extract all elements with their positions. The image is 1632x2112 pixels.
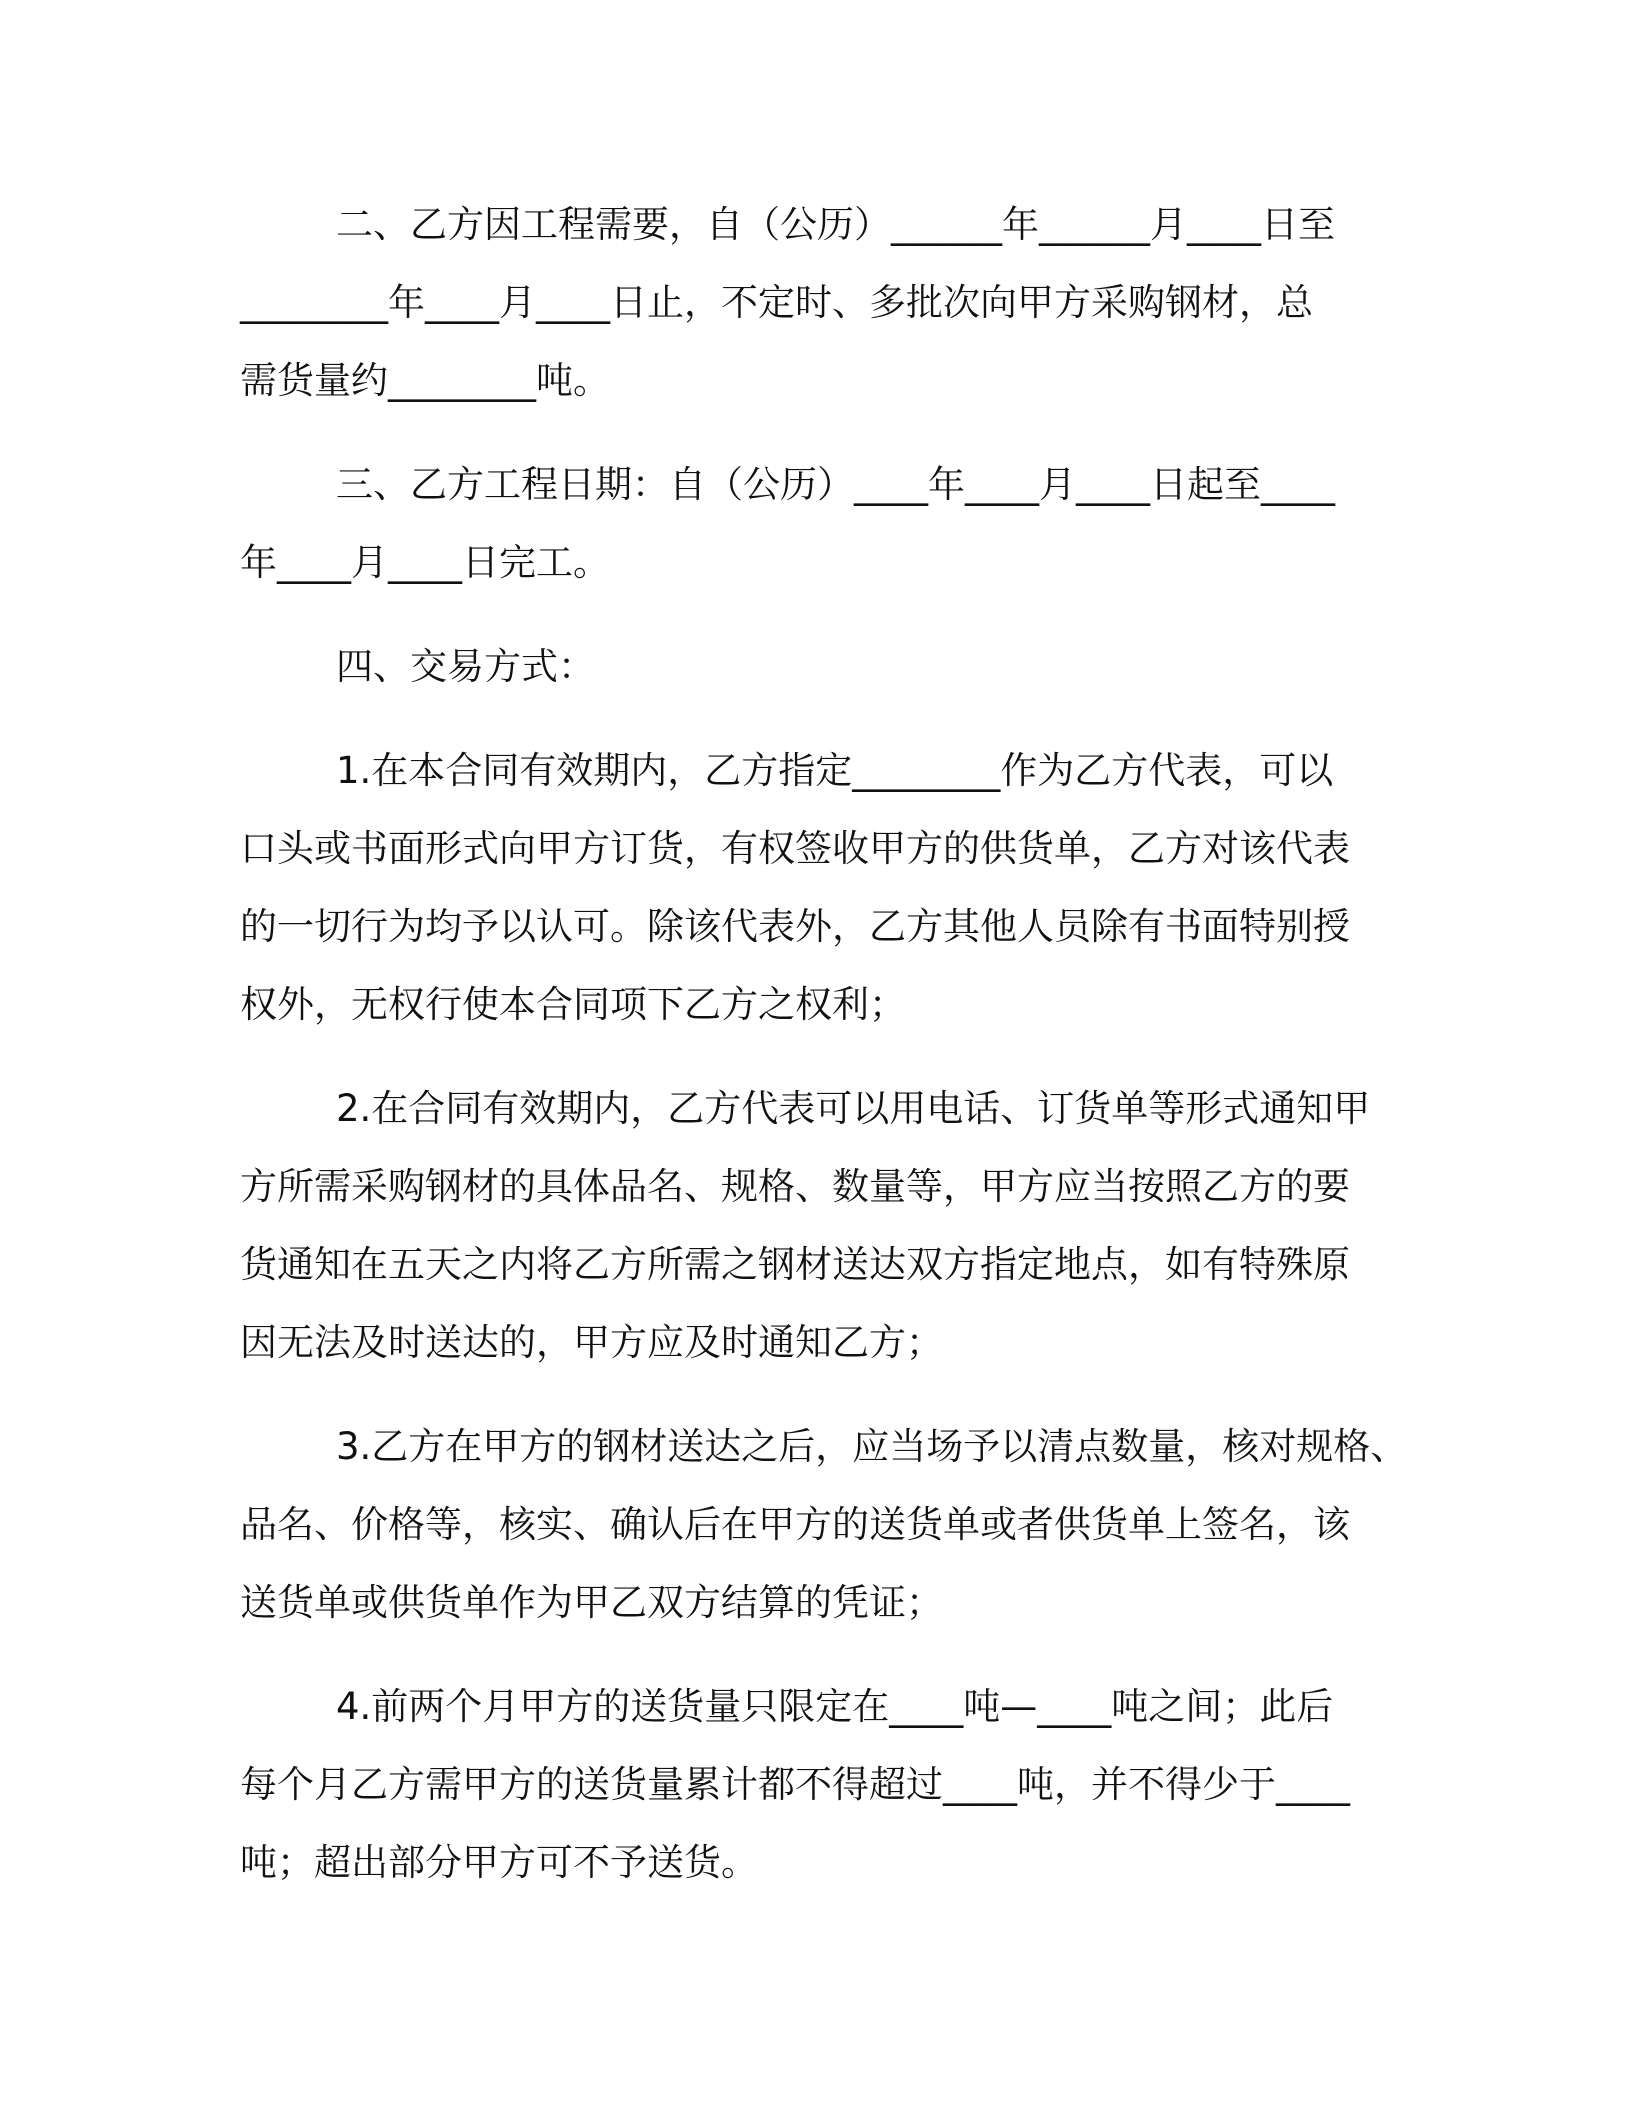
document-body <box>240 186 1408 1928</box>
item-2-line-3: 货通知在五天之内将乙方所需之钢材送达双方指定地点，如有特殊原 <box>240 1243 1350 1286</box>
item-1-line-2: 口头或书面形式向甲方订货，有权签收甲方的供货单，乙方对该代表 <box>240 827 1350 870</box>
item-2-line-4: 因无法及时送达的，甲方应及时通知乙方； <box>240 1321 943 1364</box>
clause-3-line-2: 年____月____日完工。 <box>240 541 610 584</box>
clause-2-line-1: 二、乙方因工程需要，自（公历）______年______月____日至 <box>336 203 1335 246</box>
clause-2-line-3: 需货量约________吨。 <box>240 359 610 402</box>
clause-4-heading-text: 四、交易方式： <box>336 645 595 688</box>
item-3 <box>240 1408 1408 1642</box>
item-4-line-3: 吨；超出部分甲方可不予送货。 <box>240 1841 758 1884</box>
item-3-line-3: 送货单或供货单作为甲乙双方结算的凭证； <box>240 1581 943 1624</box>
item-1-line-4: 权外，无权行使本合同项下乙方之权利； <box>240 983 906 1026</box>
item-2 <box>240 1070 1390 1382</box>
clause-2 <box>240 186 1390 420</box>
item-2-line-2: 方所需采购钢材的具体品名、规格、数量等，甲方应当按照乙方的要 <box>240 1165 1350 1208</box>
clause-2-line-2: ________年____月____日止，不定时、多批次向甲方采购钢材，总 <box>240 281 1313 324</box>
item-1-line-3: 的一切行为均予以认可。除该代表外，乙方其他人员除有书面特别授 <box>240 905 1350 948</box>
item-1 <box>240 732 1390 1044</box>
item-3-line-1: 3.乙方在甲方的钢材送达之后，应当场予以清点数量，核对规格、 <box>336 1425 1408 1468</box>
item-3-line-2: 品名、价格等，核实、确认后在甲方的送货单或者供货单上签名，该 <box>240 1503 1350 1546</box>
item-2-line-1: 2.在合同有效期内，乙方代表可以用电话、订货单等形式通知甲 <box>336 1087 1371 1130</box>
clause-3-line-1: 三、乙方工程日期：自（公历）____年____月____日起至____ <box>336 463 1335 506</box>
item-1-line-1: 1.在本合同有效期内，乙方指定________作为乙方代表，可以 <box>336 749 1334 792</box>
item-4-line-2: 每个月乙方需甲方的送货量累计都不得超过____吨，并不得少于____ <box>240 1763 1350 1806</box>
item-4-line-1: 4.前两个月甲方的送货量只限定在____吨—____吨之间；此后 <box>336 1685 1334 1728</box>
item-4 <box>240 1668 1390 1902</box>
clause-3 <box>240 446 1390 602</box>
clause-4-heading <box>240 628 1390 706</box>
